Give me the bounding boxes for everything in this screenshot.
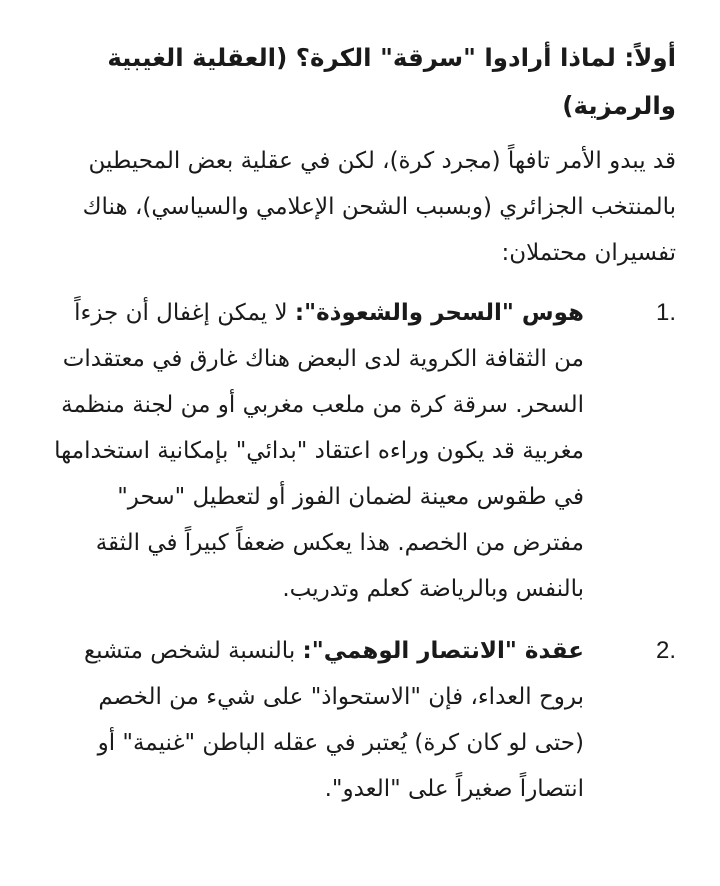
list-item — [48, 628, 676, 812]
explanations-list — [48, 290, 676, 812]
list-item — [48, 290, 676, 612]
section-heading: أولاً: لماذا أرادوا "سرقة" الكرة؟ (العقلية الغيبية والرمزية) — [107, 43, 676, 120]
list-item-title: هوس "السحر والشعوذة": — [294, 300, 584, 326]
list-item-body: بالنسبة لشخص متشبع بروح العداء، فإن "الاستحواذ" على شيء من الخصم (حتى لو كان كرة) يُعتبر في عقله الباطن "غنيمة" أو انتصاراً صغيراً على "العدو". — [83, 638, 584, 802]
list-item-number: 2. — [655, 637, 676, 664]
intro-paragraph: قد يبدو الأمر تافهاً (مجرد كرة)، لكن في عقلية بعض المحيطين بالمنتخب الجزائري (وبسبب الشحن الإعلامي والسياسي)، هناك تفسيران محتملان: — [82, 148, 676, 266]
list-item-number: 1. — [655, 299, 676, 326]
list-item-body: لا يمكن إغفال أن جزءاً من الثقافة الكروية لدى البعض هناك غارق في معتقدات السحر. سرقة كرة من ملعب مغربي أو من لجنة منظمة مغربية قد يكون وراءه اعتقاد "بدائي" بإمكانية استخدامها في طقوس معينة لضمان الفوز أو لتعطيل "سحر" مفترض من الخصم. هذا يعكس ضعفاً كبيراً في الثقة بالنفس وبالرياضة كعلم وتدريب. — [54, 300, 584, 602]
list-item-title: عقدة "الانتصار الوهمي": — [302, 638, 584, 664]
